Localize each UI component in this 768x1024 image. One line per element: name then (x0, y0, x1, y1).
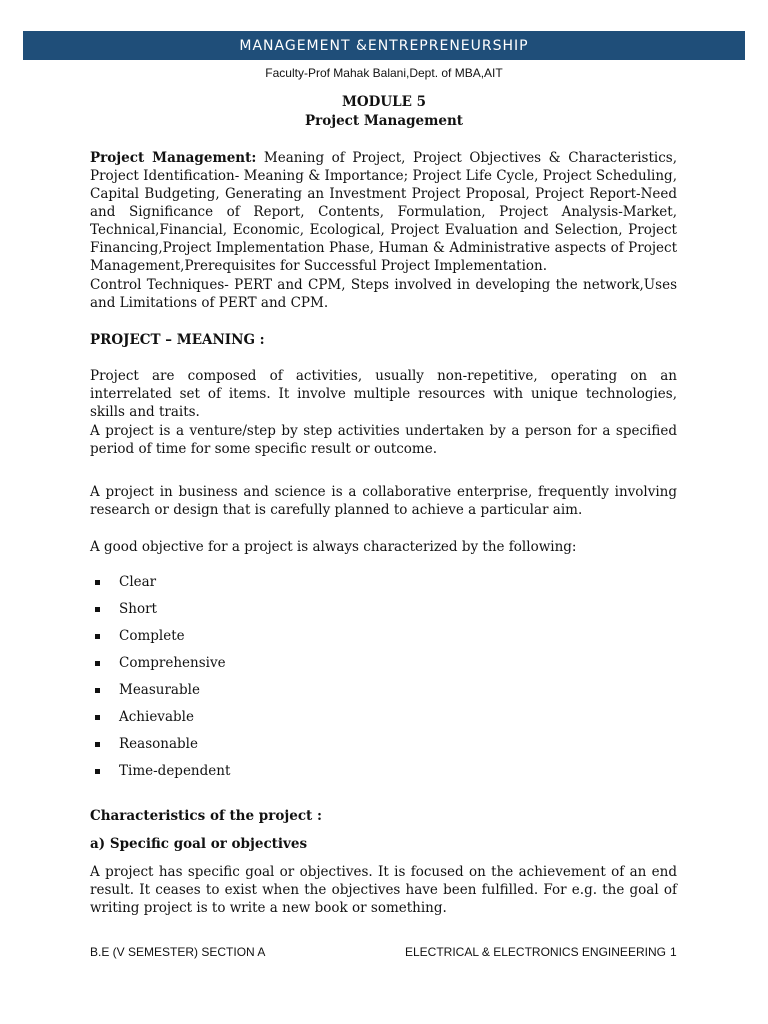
meaning-paragraph-2: A project is a venture/step by step activities undertaken by a person for a specified period of time for some specific result or outcome. (90, 423, 677, 457)
module-title: Project Management (304, 113, 464, 129)
list-item: Clear (90, 573, 230, 600)
bullet-icon (95, 769, 100, 774)
faculty-line: Faculty-Prof Mahak Balani,Dept. of MBA,AIT (265, 66, 503, 80)
syllabus-label: Project Management: (90, 150, 257, 166)
meaning-paragraph-1: Project are composed of activities, usually non-repetitive, operating on an interrelated set of items. It involve multiple resources with unique technologies, skills and traits. (90, 368, 677, 420)
footer-right: ELECTRICAL & ELECTRONICS ENGINEERING (405, 945, 666, 959)
meaning-paragraph-3: A project in business and science is a collaborative enterprise, frequently involving research or design that is carefully planned to achieve a particular aim. (90, 484, 677, 518)
bullet-icon (95, 580, 100, 585)
bullet-icon (95, 742, 100, 747)
bullet-icon (95, 715, 100, 720)
course-title-banner (23, 31, 745, 60)
list-item: Reasonable (90, 735, 230, 762)
list-item: Time-dependent (90, 762, 230, 789)
list-item: Achievable (90, 708, 230, 735)
control-techniques-paragraph: Control Techniques- PERT and CPM, Steps involved in developing the network,Uses and Limitations of PERT and CPM. (90, 277, 677, 311)
list-item: Short (90, 600, 230, 627)
list-item: Comprehensive (90, 654, 230, 681)
bullet-icon (95, 661, 100, 666)
meaning-paragraph-4: A good objective for a project is always characterized by the following: (90, 539, 577, 555)
syllabus-paragraph (90, 149, 677, 275)
bullet-icon (95, 607, 100, 612)
page-number: 1 (670, 945, 677, 959)
bullet-icon (95, 688, 100, 693)
module-number: MODULE 5 (341, 94, 427, 110)
objectives-list (90, 573, 230, 789)
characteristics-paragraph: A project has specific goal or objectives. It is focused on the achievement of an end result. It ceases to exist when the objectives have been fulfilled. For e.g. the goal of writing project is to write a new book or something. (90, 864, 677, 916)
characteristics-heading: Characteristics of the project : (90, 808, 322, 824)
list-item: Measurable (90, 681, 230, 708)
footer-left: B.E (V SEMESTER) SECTION A (90, 945, 266, 959)
syllabus-body: Meaning of Project, Project Objectives & Characteristics, Project Identification- Meaning & Importance; Project Life Cycle, Project Scheduling, Capital Budgeting, Generating an Investment Project Proposal, Project Report-Need and Significance of Report, Contents, Formulation, Project Analysis-Market, Technical,Financial, Economic, Ecological, Project Evaluation and Selection, Project Financing,Project Implementation Phase, Human & Administrative aspects of Project Management,Prerequisites for Successful Project Implementation. (90, 150, 677, 274)
bullet-icon (95, 634, 100, 639)
characteristics-subheading: a) Specific goal or objectives (90, 836, 308, 852)
course-title: MANAGEMENT &ENTREPRENEURSHIP (239, 37, 529, 54)
list-item: Complete (90, 627, 230, 654)
project-meaning-heading: PROJECT – MEANING : (90, 332, 265, 348)
